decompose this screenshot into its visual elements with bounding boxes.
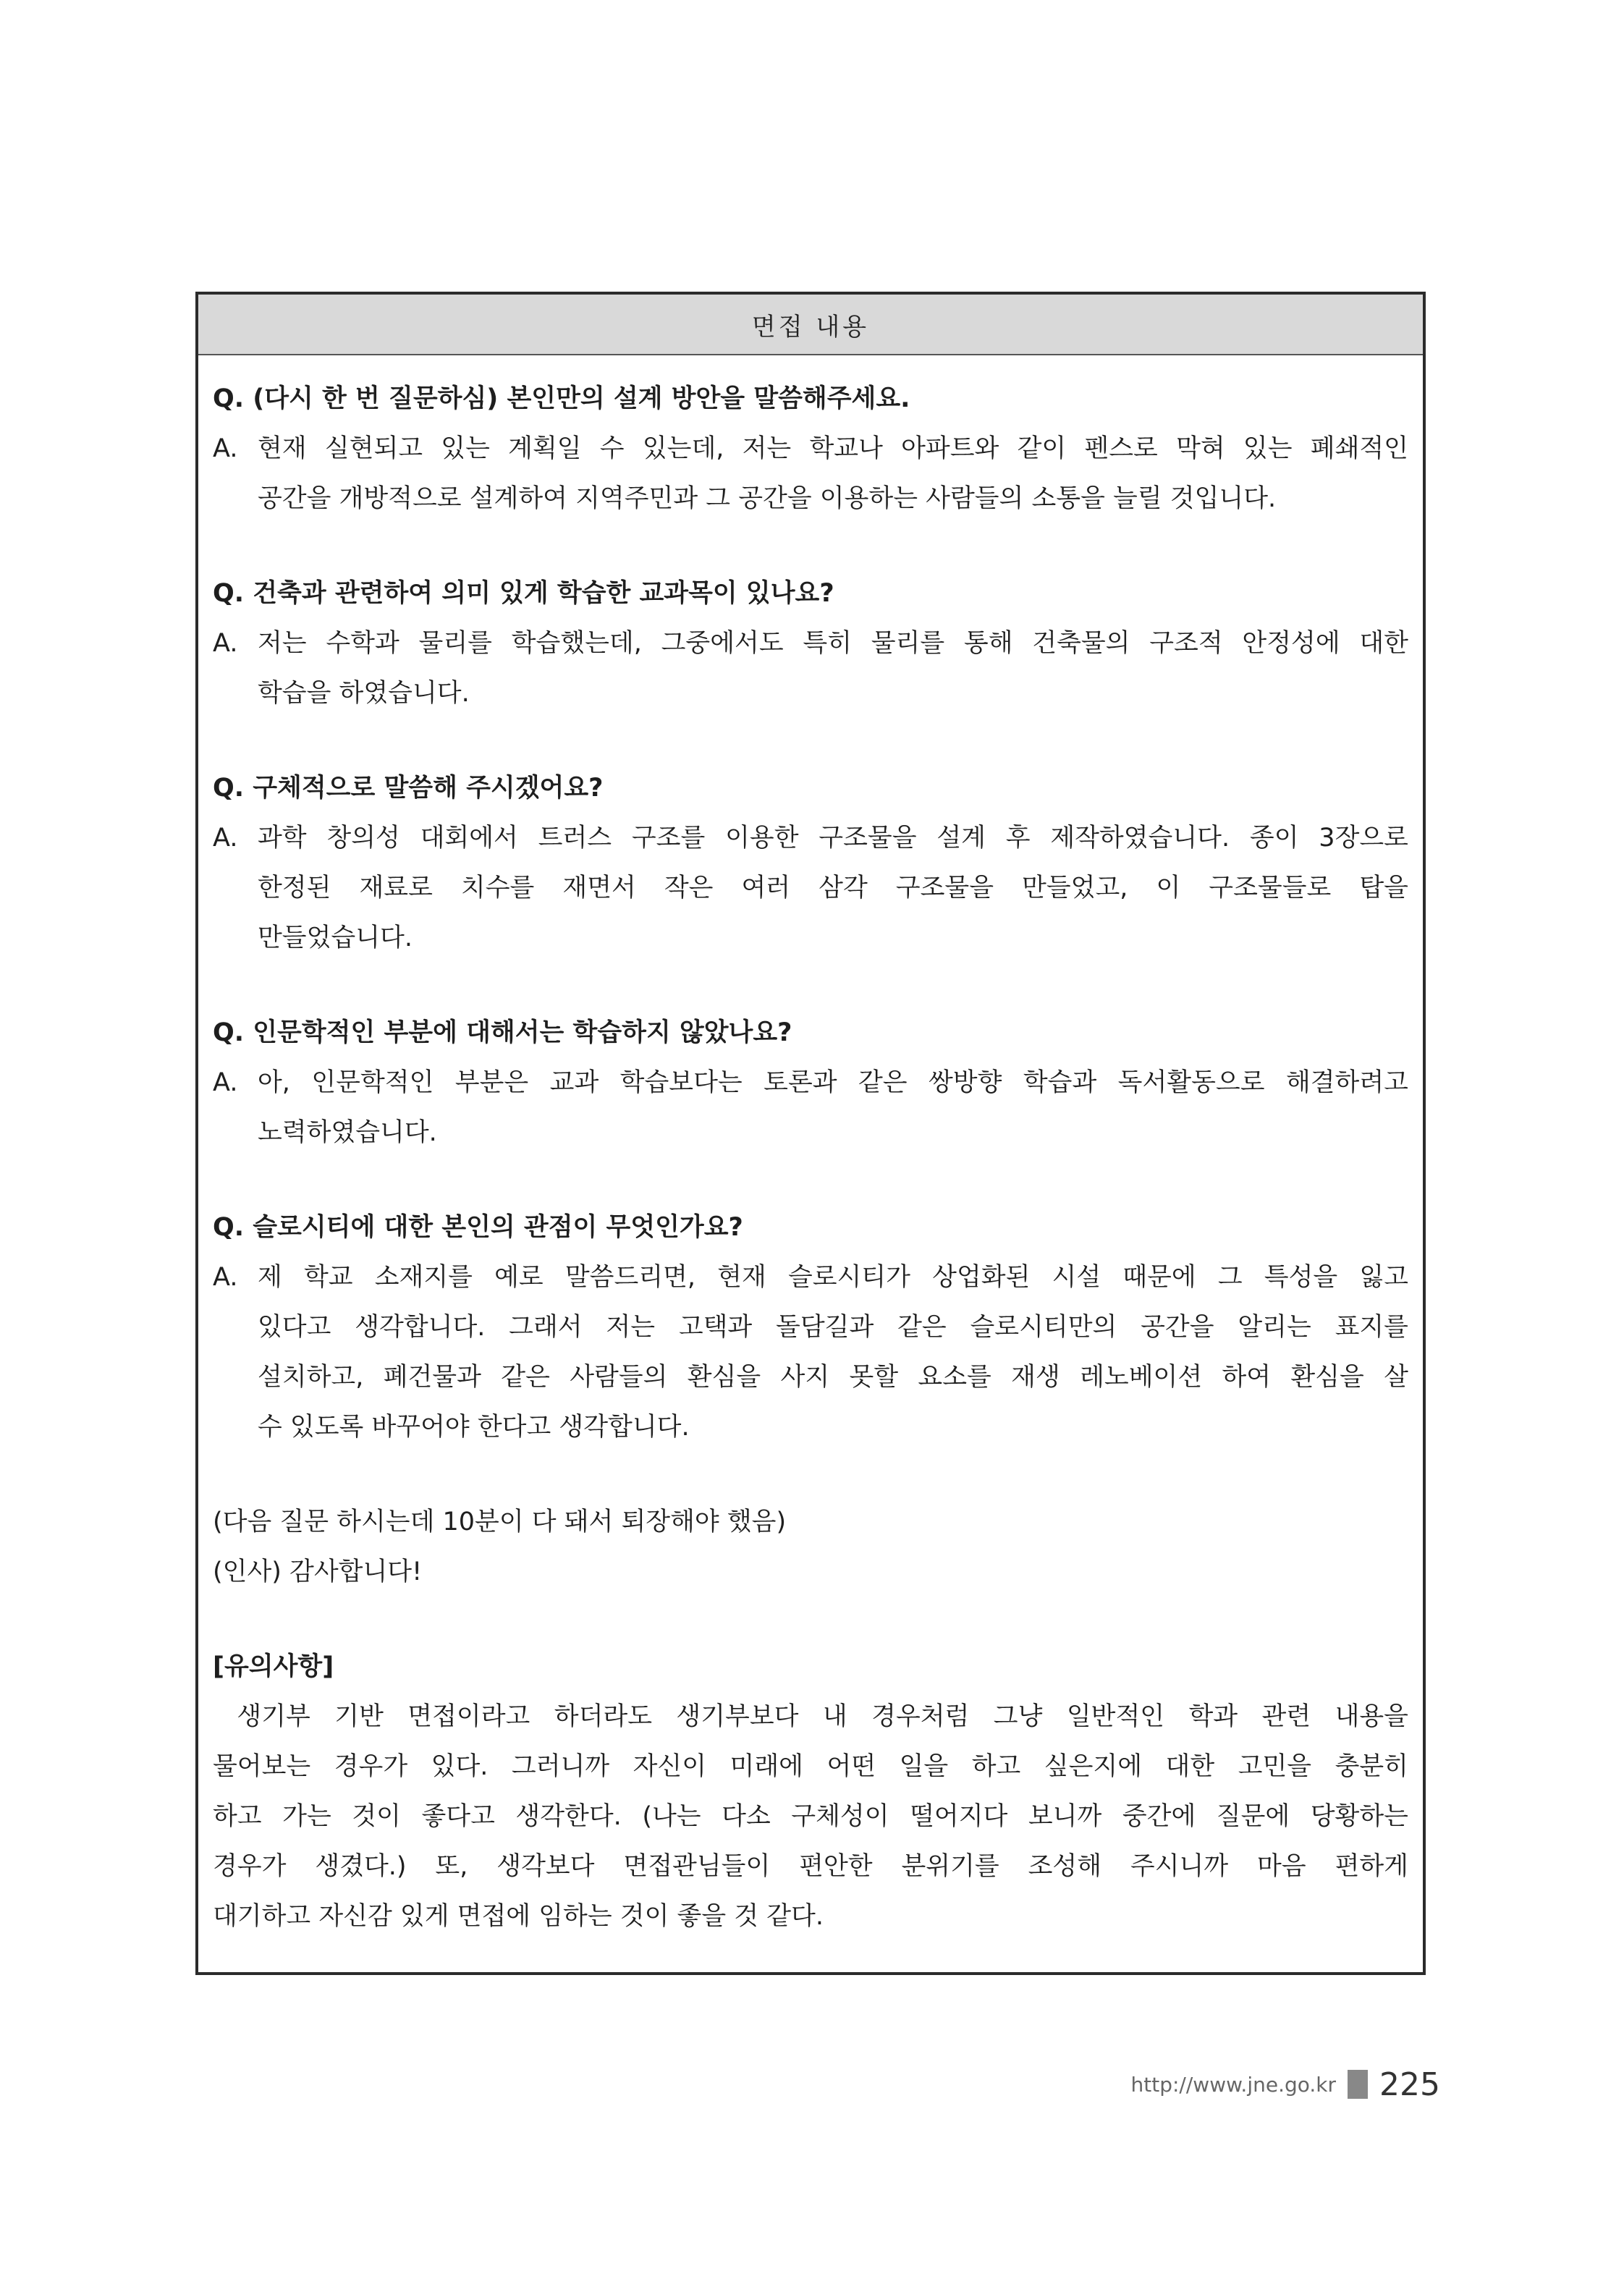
- page-footer: [1131, 2063, 1440, 2106]
- answer-1: [213, 424, 1408, 524]
- box-header-title: 면접 내용: [198, 295, 1423, 355]
- answer-4: [213, 1058, 1408, 1158]
- answer-line: 설치하고, 폐건물과 같은 사람들의 환심을 사지 못할 요소를 재생 레노베이션 하여 환심을 살: [258, 1363, 1408, 1392]
- answer-line: 노력하였습니다.: [258, 1118, 437, 1147]
- answer-2: [213, 619, 1408, 719]
- caution-line: 하고 가는 것이 좋다고 생각한다. (나는 다소 구체성이 떨어지다 보니까 중간에 질문에 당황하는: [213, 1802, 1408, 1831]
- page-number: 225: [1379, 2066, 1440, 2103]
- caution-section: [213, 1642, 1408, 1942]
- answer-line: 현재 실현되고 있는 계획일 수 있는데, 저는 학교나 아파트와 같이 펜스로 막혀 있는 폐쇄적인: [258, 434, 1408, 463]
- qa-item-2: [213, 569, 1408, 719]
- qa-item-1: [213, 374, 1408, 524]
- qa-item-4: [213, 1008, 1408, 1158]
- interview-notes: [213, 1497, 1408, 1597]
- answer-line: 수 있도록 바꾸어야 한다고 생각합니다.: [258, 1413, 690, 1442]
- answer-line: 한정된 재료로 치수를 재면서 작은 여러 삼각 구조물을 만들었고, 이 구조물들로 탑을: [258, 874, 1408, 902]
- answer-prefix: A.: [213, 1068, 238, 1097]
- answer-line: 저는 수학과 물리를 학습했는데, 그중에서도 특히 물리를 통해 건축물의 구조적 안정성에 대한: [258, 629, 1408, 658]
- caution-line: 대기하고 자신감 있게 면접에 임하는 것이 좋을 것 같다.: [213, 1902, 824, 1931]
- caution-line: 생기부 기반 면접이라고 하더라도 생기부보다 내 경우처럼 그냥 일반적인 학과 관련 내용을: [213, 1702, 1408, 1731]
- answer-3: [213, 813, 1408, 963]
- question-3: Q. 구체적으로 말씀해 주시겠어요?: [213, 774, 604, 803]
- interview-content-box: [195, 292, 1426, 1975]
- note-line: (다음 질문 하시는데 10분이 다 돼서 퇴장해야 했음): [213, 1508, 787, 1536]
- answer-line: 만들었습니다.: [258, 923, 413, 952]
- footer-url: http://www.jne.go.kr: [1130, 2072, 1337, 2097]
- answer-line: 있다고 생각합니다. 그래서 저는 고택과 돌담길과 같은 슬로시티만의 공간을 알리는 표지를: [258, 1313, 1408, 1342]
- caution-line: 경우가 생겼다.) 또, 생각보다 면접관님들이 편안한 분위기를 조성해 주시니까 마음 편하게: [213, 1852, 1408, 1881]
- qa-item-5: [213, 1203, 1408, 1453]
- note-line: (인사) 감사합니다!: [213, 1557, 423, 1586]
- caution-line: 물어보는 경우가 있다. 그러니까 자신이 미래에 어떤 일을 하고 싶은지에 대한 고민을 충분히: [213, 1752, 1408, 1781]
- answer-prefix: A.: [213, 629, 238, 658]
- answer-line: 공간을 개방적으로 설계하여 지역주민과 그 공간을 이용하는 사람들의 소통을 늘릴 것입니다.: [258, 484, 1277, 513]
- answer-prefix: A.: [213, 824, 238, 853]
- footer-divider-bar: [1348, 2070, 1368, 2099]
- question-4: Q. 인문학적인 부분에 대해서는 학습하지 않았나요?: [213, 1018, 792, 1047]
- answer-line: 학습을 하였습니다.: [258, 679, 470, 708]
- answer-prefix: A.: [213, 434, 238, 463]
- caution-title: [유의사항]: [213, 1652, 334, 1681]
- qa-item-3: [213, 764, 1408, 963]
- question-1: Q. (다시 한 번 질문하심) 본인만의 설계 방안을 말씀해주세요.: [213, 384, 910, 413]
- question-2: Q. 건축과 관련하여 의미 있게 학습한 교과목이 있나요?: [213, 579, 834, 608]
- box-body: [198, 355, 1423, 1942]
- question-5: Q. 슬로시티에 대한 본인의 관점이 무엇인가요?: [213, 1213, 743, 1242]
- answer-line: 제 학교 소재지를 예로 말씀드리면, 현재 슬로시티가 상업화된 시설 때문에 그 특성을 잃고: [258, 1263, 1408, 1292]
- answer-line: 과학 창의성 대회에서 트러스 구조를 이용한 구조물을 설계 후 제작하였습니다. 종이 3장으로: [258, 824, 1408, 853]
- answer-prefix: A.: [213, 1263, 238, 1292]
- answer-5: [213, 1253, 1408, 1453]
- answer-line: 아, 인문학적인 부분은 교과 학습보다는 토론과 같은 쌍방향 학습과 독서활동으로 해결하려고: [258, 1068, 1408, 1097]
